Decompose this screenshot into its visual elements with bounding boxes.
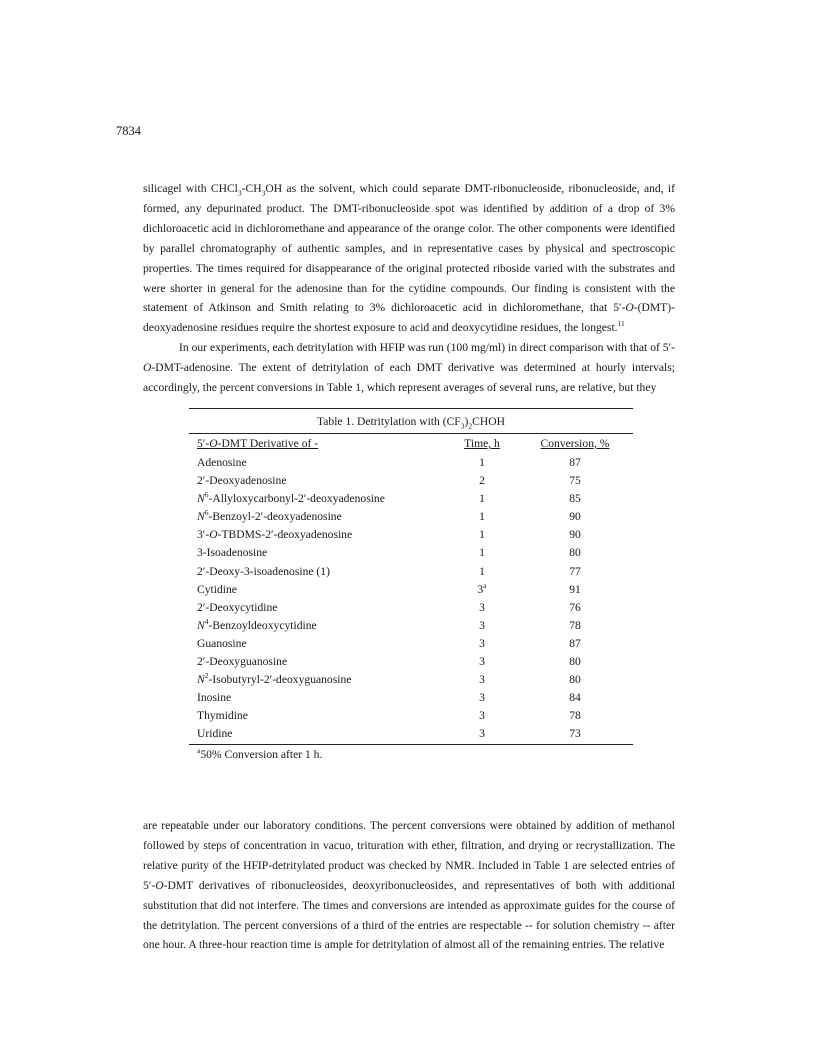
table-row: [189, 581, 633, 599]
table-row: [189, 563, 633, 581]
cell-time: 1: [479, 456, 485, 469]
table-row: [189, 454, 633, 472]
cell-time: 1: [479, 546, 485, 560]
cell-derivative: Cytidine: [197, 582, 237, 596]
table-row: [189, 689, 633, 707]
table-row: [189, 671, 633, 689]
cell-derivative: Guanosine: [197, 636, 247, 650]
table-row: [189, 490, 633, 508]
cell-derivative: $N^6-Benzoyl-2'$-deoxyadenosine: [197, 508, 342, 524]
table-footnote: $^a$50% Conversion after 1 h.: [197, 745, 323, 761]
table-rule-top: [189, 408, 633, 409]
cell-derivative: Uridine: [197, 727, 233, 741]
cell-conversion: 76: [569, 600, 581, 614]
table-header-row: [189, 434, 633, 454]
cell-conversion: 80: [569, 655, 581, 669]
cell-derivative: Adenosine: [197, 456, 247, 469]
cell-time: 3: [479, 673, 485, 687]
cell-conversion: 91: [569, 582, 581, 596]
cell-derivative: 2′-Deoxy-3-isoadenosine (1): [197, 564, 330, 578]
cell-conversion: 77: [569, 564, 581, 578]
cell-derivative: Thymidine: [197, 709, 248, 723]
cell-time: 3: [479, 709, 485, 723]
paragraph-3: are repeatable under our laboratory conditions. The percent conversions were obtained by addition of methanol followed by steps of concentration in vacuo, trituration with ether, filtration, and drying or recrystallization. The relative purity of the HFIP-detritylated product was checked by NMR. Included in Table 1 are selected entries of 5′-O-DMT derivatives of ribonucleosides, deoxyribonucleosides, and representatives of both with additional substitution that did not interfere. The times and conversions are intended as approximate guides for the course of the detritylation. The percent conversions of a third of the entries are respectable -- for solution chemistry -- after one hour. A three-hour reaction time is ample for detritylation of almost all of the remaining entries. The relative: [143, 819, 675, 952]
header-derivative: 5′-O-DMT Derivative of -: [197, 437, 319, 450]
cell-time: 3$^a$: [477, 580, 487, 596]
cell-time: 3: [479, 691, 485, 705]
cell-derivative: Inosine: [197, 691, 232, 705]
cell-time: 3: [479, 618, 485, 632]
cell-time: 1: [479, 492, 485, 506]
table-body: [189, 434, 633, 744]
table-row: [189, 544, 633, 562]
cell-conversion: 78: [569, 618, 581, 632]
cell-time: 3: [479, 655, 485, 669]
cell-conversion: 75: [569, 474, 581, 488]
cell-time: 1: [479, 528, 485, 542]
header-time: Time, h: [464, 437, 500, 450]
table-row: [189, 508, 633, 526]
table-row: [189, 707, 633, 725]
cell-conversion: 73: [569, 727, 581, 741]
cell-conversion: 84: [569, 691, 581, 705]
table-row: [189, 526, 633, 544]
table-1: [189, 408, 633, 761]
cell-conversion: 87: [569, 456, 581, 469]
cell-time: 1: [479, 510, 485, 524]
cell-conversion: 90: [569, 528, 581, 542]
cell-derivative: $N^6-Allyloxycarbonyl-2'$-deoxyadenosine: [197, 490, 385, 506]
cell-time: 3: [479, 727, 485, 741]
cell-conversion: 90: [569, 510, 581, 524]
cell-conversion: 85: [569, 492, 581, 506]
cell-conversion: 80: [569, 673, 581, 687]
header-conversion: Conversion, %: [540, 437, 610, 450]
cell-derivative: $N^2-Isobutyryl-2'$-deoxyguanosine: [197, 671, 352, 687]
cell-conversion: 78: [569, 709, 581, 723]
cell-derivative: 2′-Deoxyguanosine: [197, 655, 288, 669]
table-row: [189, 635, 633, 653]
table-caption: Table 1. Detritylation with $(CF_3)_2CHOH$: [316, 415, 505, 431]
table-row: [189, 472, 633, 490]
cell-time: 3: [479, 600, 485, 614]
cell-conversion: 87: [569, 636, 581, 650]
cell-derivative: 3-Isoadenosine: [197, 546, 268, 560]
cell-conversion: 80: [569, 546, 581, 560]
table-row: [189, 599, 633, 617]
table-row: [189, 725, 633, 743]
page-number: 7834: [116, 124, 141, 138]
paragraph-1: silicagel with $CHCl_3-CH_3OH$ as the solvent, which could separate DMT-ribonucleoside, ribonucleoside, and, if formed, any depurinated product. The DMT-ribonucleoside spot was identified by addition of a drop of 3% dichloroacetic acid in dichloromethane and appearance of the orange color. The other components were identified by parallel chromatography of authentic samples, and in representative cases by physical and spectroscopic properties. The times required for disappearance of the original protected riboside varied with the substrates and were shorter in general for the adenosine than for the cytidine compounds. Our finding is consistent with the statement of Atkinson and Smith relating to 3% dichloroacetic acid in dichloromethane, that 5′-O-(DMT)-deoxyadenosine residues require the shortest exposure to acid and deoxycytidine residues, the longest.$^{11}$: [143, 182, 675, 335]
table-row: [189, 653, 633, 671]
cell-derivative: 2′-Deoxycytidine: [197, 600, 278, 614]
cell-time: 3: [479, 636, 485, 650]
cell-time: 1: [479, 564, 485, 578]
cell-derivative: $N^4$-Benzoyldeoxycytidine: [197, 616, 317, 632]
cell-derivative: 2′-Deoxyadenosine: [197, 474, 287, 488]
table-row: [189, 617, 633, 635]
cell-time: 2: [479, 474, 485, 488]
paragraph-2: In our experiments, each detritylation with HFIP was run (100 mg/ml) in direct comparison with that of 5′-O-DMT-adenosine. The extent of detritylation of each DMT derivative was determined at hourly intervals; accordingly, the percent conversions in Table 1, which represent averages of several runs, are relative, but they: [143, 341, 675, 394]
table-rule-bottom: [189, 744, 633, 745]
cell-derivative: 3′-O-TBDMS-2′-deoxyadenosine: [197, 528, 353, 542]
